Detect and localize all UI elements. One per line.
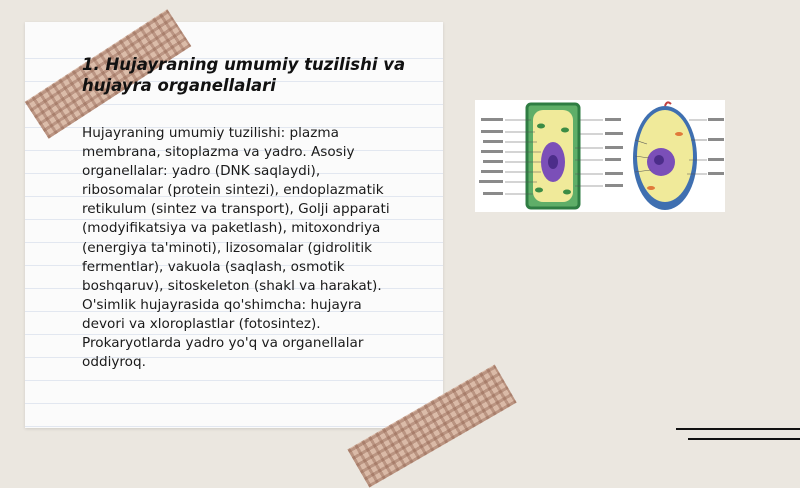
chloroplast bbox=[561, 128, 569, 133]
animal-label-marks bbox=[708, 118, 724, 175]
chloroplast bbox=[537, 124, 545, 129]
animal-nucleolus bbox=[654, 155, 664, 165]
mitochondrion bbox=[647, 186, 655, 190]
mitochondrion bbox=[675, 132, 683, 136]
washi-tape-bottom-right bbox=[347, 364, 516, 487]
flagellum-mark bbox=[665, 102, 671, 106]
decorative-line bbox=[688, 438, 800, 440]
plant-nucleolus bbox=[548, 155, 558, 169]
cell-diagram-image bbox=[475, 100, 725, 212]
slide-body-text: Hujayraning umumiy tuzilishi: plazma membrana, sitoplazma va yadro. Asosiy organellalar: yadro (DNK saqlaydi), ribosomalar (protein sintezi), endoplazmatik retikulum (sintez va transport), Golji apparati (modyifikatsiya va paketlash), mitoxondriya (energiya ta'minoti), lizosomalar (gidrolitik fermentlar), vakuola (saqlash, osmotik boshqaruv), sitoskeleton (shakl va harakat). O'simlik hujayrasida qo'shimcha: hujayra devori va xloroplastlar (fotosintez). Prokaryotlarda yadro yo'q va organellalar oddiyroq. bbox=[82, 125, 390, 371]
slide-title: 1. Hujayraning umumiy tuzilishi va hujayra organellalari bbox=[82, 55, 406, 95]
cell-diagram-svg bbox=[475, 100, 725, 212]
chloroplast bbox=[535, 188, 543, 193]
decorative-line bbox=[676, 428, 800, 430]
chloroplast bbox=[563, 190, 571, 195]
